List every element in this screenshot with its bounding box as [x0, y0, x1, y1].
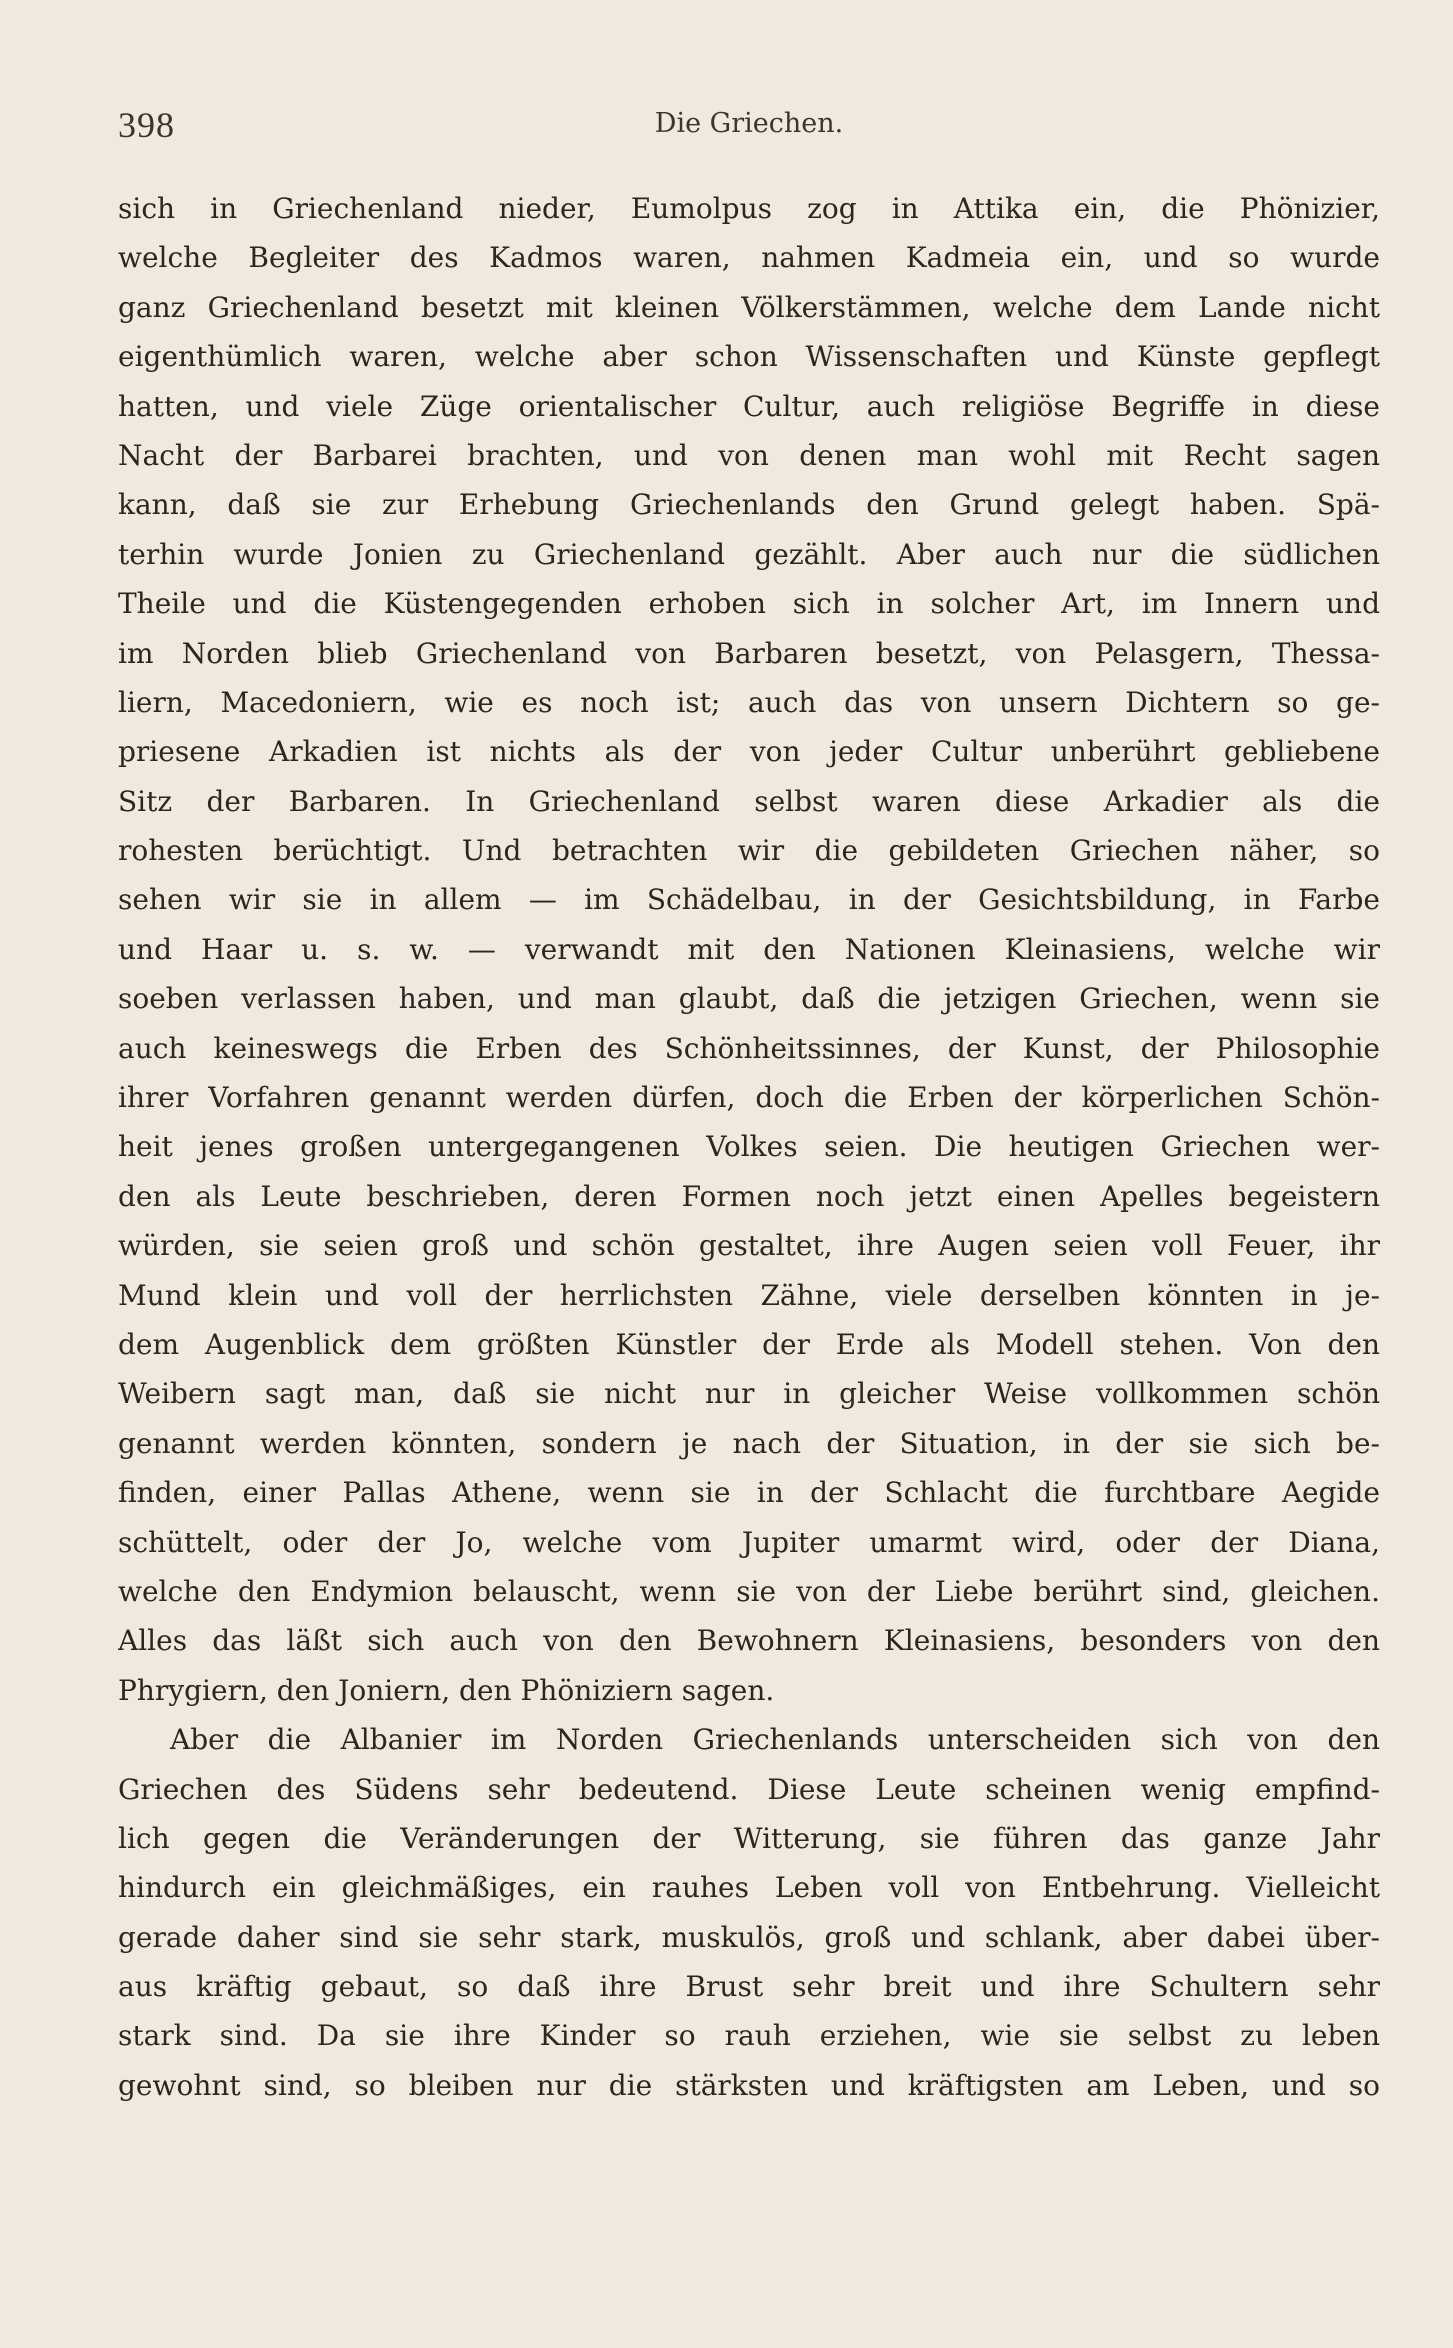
- text-line: priesene Arkadien ist nichts als der von jeder Cultur unberührt gebliebene: [118, 735, 1380, 769]
- text-line: hindurch ein gleichmäßiges, ein rauhes Leben voll von Entbehrung. Vielleicht: [118, 1871, 1380, 1905]
- text-line: gerade daher sind sie sehr stark, muskulös, groß und schlank, aber dabei über-: [118, 1920, 1380, 1954]
- text-line: gewohnt sind, so bleiben nur die stärksten und kräftigsten am Leben, und so: [118, 2068, 1380, 2102]
- text-line: im Norden blieb Griechenland von Barbaren besetzt, von Pelasgern, Thessa-: [118, 636, 1380, 670]
- body-text: [118, 184, 1380, 2110]
- text-line: Nacht der Barbarei brachten, und von denen man wohl mit Recht sagen: [118, 438, 1380, 472]
- text-line: würden, sie seien groß und schön gestaltet, ihre Augen seien voll Feuer, ihr: [118, 1229, 1380, 1263]
- paragraph-start-line: Aber die Albanier im Norden Griechenlands unterscheiden sich von den: [170, 1723, 1380, 1757]
- text-line: Sitz der Barbaren. In Griechenland selbst waren diese Arkadier als die: [118, 784, 1380, 818]
- running-head: [118, 100, 1380, 150]
- text-line: Weibern sagt man, daß sie nicht nur in gleicher Weise vollkommen schön: [118, 1377, 1380, 1411]
- text-line: liern, Macedoniern, wie es noch ist; auch das von unsern Dichtern so ge-: [118, 685, 1380, 719]
- text-line: auch keineswegs die Erben des Schönheitssinnes, der Kunst, der Philosophie: [118, 1031, 1380, 1065]
- text-line: genannt werden könnten, sondern je nach der Situation, in der sie sich be-: [118, 1426, 1380, 1460]
- text-line: ihrer Vorfahren genannt werden dürfen, doch die Erben der körperlichen Schön-: [118, 1081, 1380, 1115]
- text-line: Alles das läßt sich auch von den Bewohnern Kleinasiens, besonders von den: [118, 1624, 1380, 1658]
- text-line: Theile und die Küstengegenden erhoben sich in solcher Art, im Innern und: [118, 587, 1380, 621]
- text-line: aus kräftig gebaut, so daß ihre Brust sehr breit und ihre Schultern sehr: [118, 1970, 1380, 2004]
- text-line: eigenthümlich waren, welche aber schon Wissenschaften und Künste gepflegt: [118, 340, 1380, 374]
- text-line: und Haar u. s. w. — verwandt mit den Nationen Kleinasiens, welche wir: [118, 932, 1380, 966]
- text-line: schüttelt, oder der Jo, welche vom Jupiter umarmt wird, oder der Diana,: [118, 1525, 1380, 1559]
- text-line: Griechen des Südens sehr bedeutend. Diese Leute scheinen wenig empfind-: [118, 1772, 1380, 1806]
- text-line: ganz Griechenland besetzt mit kleinen Völkerstämmen, welche dem Lande nicht: [118, 290, 1380, 324]
- text-line: welche Begleiter des Kadmos waren, nahmen Kadmeia ein, und so wurde: [118, 241, 1380, 275]
- text-line: hatten, und viele Züge orientalischer Cultur, auch religiöse Begriffe in diese: [118, 389, 1380, 423]
- page-number: 398: [118, 105, 175, 145]
- text-line: lich gegen die Veränderungen der Witterung, sie führen das ganze Jahr: [118, 1821, 1380, 1855]
- text-line: terhin wurde Jonien zu Griechenland gezählt. Aber auch nur die südlichen: [118, 537, 1380, 571]
- text-line: sehen wir sie in allem — im Schädelbau, in der Gesichtsbildung, in Farbe: [118, 883, 1380, 917]
- text-line: den als Leute beschrieben, deren Formen noch jetzt einen Apelles begeistern: [118, 1179, 1380, 1213]
- text-line: rohesten berüchtigt. Und betrachten wir die gebildeten Griechen näher, so: [118, 834, 1380, 868]
- text-line: kann, daß sie zur Erhebung Griechenlands den Grund gelegt haben. Spä-: [118, 488, 1380, 522]
- text-line: stark sind. Da sie ihre Kinder so rauh erziehen, wie sie selbst zu leben: [118, 2019, 1380, 2053]
- text-line: heit jenes großen untergegangenen Volkes seien. Die heutigen Griechen wer-: [118, 1130, 1380, 1164]
- paragraph-end-line: Phrygiern, den Joniern, den Phöniziern sagen.: [118, 1673, 775, 1707]
- text-line: sich in Griechenland nieder, Eumolpus zog in Attika ein, die Phönizier,: [118, 192, 1380, 225]
- text-line: Mund klein und voll der herrlichsten Zähne, viele derselben könnten in je-: [118, 1278, 1380, 1312]
- chapter-title: Die Griechen.: [654, 108, 844, 139]
- text-line: finden, einer Pallas Athene, wenn sie in der Schlacht die furchtbare Aegide: [118, 1476, 1380, 1510]
- text-line: dem Augenblick dem größten Künstler der Erde als Modell stehen. Von den: [118, 1327, 1380, 1361]
- text-line: soeben verlassen haben, und man glaubt, daß die jetzigen Griechen, wenn sie: [118, 982, 1380, 1016]
- text-line: welche den Endymion belauscht, wenn sie von der Liebe berührt sind, gleichen.: [118, 1574, 1380, 1608]
